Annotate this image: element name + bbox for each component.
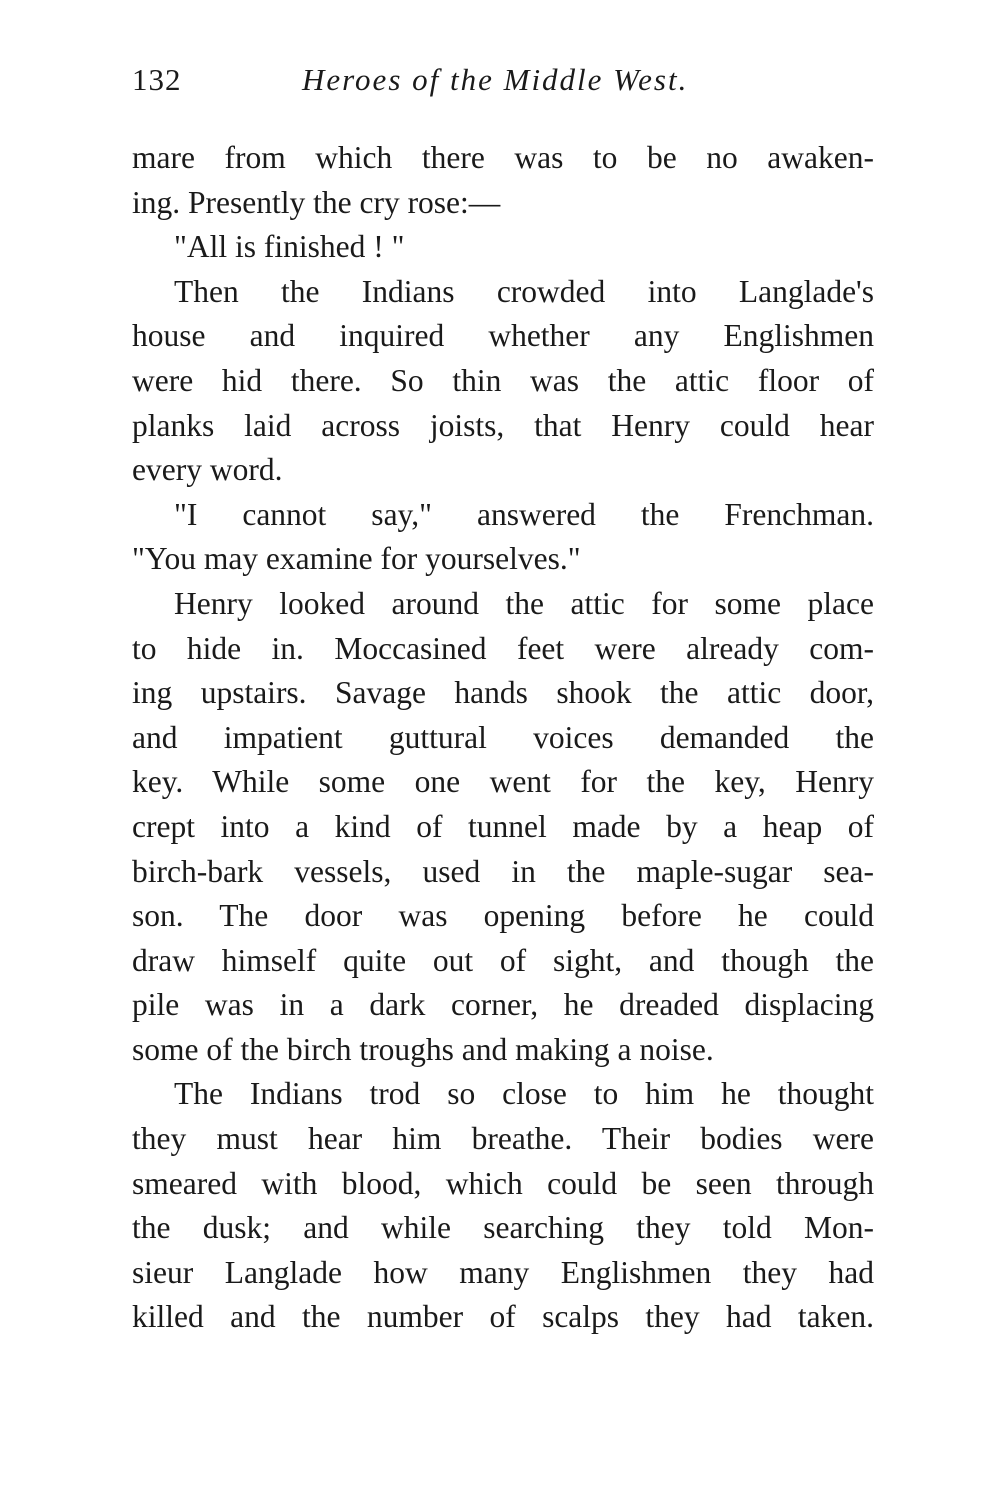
text-line: "I cannot say," answered the Frenchman.: [174, 496, 874, 532]
running-title: Heroes of the Middle West.: [302, 62, 689, 97]
text-line: smeared with blood, which could be seen through: [132, 1165, 874, 1201]
text-line: pile was in a dark corner, he dreaded displacing: [132, 987, 874, 1023]
text-line: the dusk; and while searching they told Mon-: [132, 1210, 874, 1246]
text-line: The Indians trod so close to him he thought: [174, 1076, 874, 1112]
text-line: were hid there. So thin was the attic floor of: [132, 362, 874, 398]
text-line: draw himself quite out of sight, and though the: [132, 942, 874, 978]
text-line: birch-bark vessels, used in the maple-sugar sea-: [132, 853, 874, 889]
text-line: they must hear him breathe. Their bodies were: [132, 1121, 874, 1157]
running-head: [132, 58, 874, 102]
text-line: ing. Presently the cry rose:—: [132, 184, 501, 220]
text-line: "All is finished ! ": [174, 229, 405, 265]
text-line: ing upstairs. Savage hands shook the attic door,: [132, 675, 874, 711]
page-number: 132: [132, 62, 182, 97]
text-line: some of the birch troughs and making a noise.: [132, 1031, 714, 1067]
text-line: key. While some one went for the key, Henry: [132, 764, 874, 800]
text-line: every word.: [132, 452, 283, 488]
text-line: "You may examine for yourselves.": [132, 541, 581, 577]
text-line: planks laid across joists, that Henry could hear: [132, 407, 874, 443]
text-line: and impatient guttural voices demanded the: [132, 719, 874, 755]
text-line: mare from which there was to be no awaken-: [132, 140, 874, 175]
text-line: killed and the number of scalps they had taken.: [132, 1299, 874, 1335]
text-line: crept into a kind of tunnel made by a heap of: [132, 808, 874, 844]
body-text: [132, 136, 874, 1340]
text-line: son. The door was opening before he could: [132, 898, 874, 934]
text-line: house and inquired whether any Englishmen: [132, 318, 874, 354]
text-line: Then the Indians crowded into Langlade's: [174, 273, 874, 309]
text-line: to hide in. Moccasined feet were already com-: [132, 630, 874, 666]
text-line: sieur Langlade how many Englishmen they had: [132, 1254, 874, 1290]
text-line: Henry looked around the attic for some place: [174, 585, 874, 621]
